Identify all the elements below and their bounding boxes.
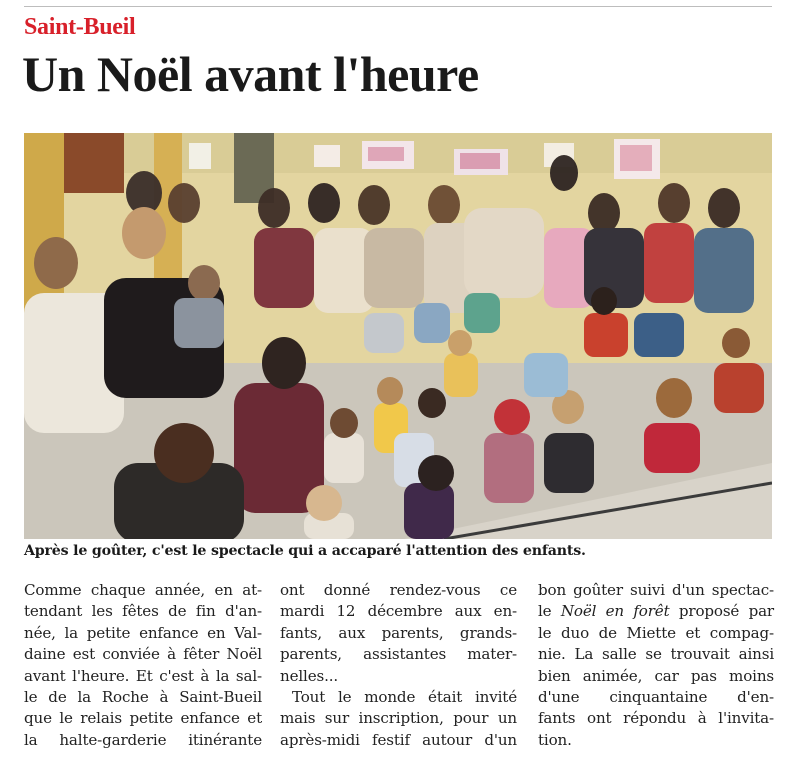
- show-title: Noël en forêt: [560, 602, 670, 621]
- section-kicker: Saint-Bueil: [24, 14, 136, 40]
- body-line: tion.: [538, 730, 572, 749]
- body-line: mais sur inscription, pour un: [280, 709, 517, 728]
- body-column-2: [280, 580, 517, 751]
- body-column-3: [538, 580, 774, 751]
- body-line: bon goûter suivi d'un spectac-: [538, 581, 774, 599]
- body-text: le: [538, 602, 561, 621]
- body-line: mardi 12 décembre aux en-: [280, 602, 517, 621]
- body-line: le de la Roche à Saint-Bueil: [24, 688, 262, 707]
- article-photo: [24, 133, 772, 539]
- body-line: daine est conviée à fêter Noël: [24, 645, 262, 664]
- body-line: nie. La salle se trouvait ainsi: [538, 645, 774, 664]
- body-line: parents, assistantes mater-: [280, 645, 517, 664]
- body-line-with-show-title: [538, 601, 774, 622]
- body-line: Tout le monde était invité: [292, 688, 517, 707]
- body-line: la halte-garderie itinérante: [24, 730, 262, 749]
- body-line: le duo de Miette et compag-: [538, 623, 774, 642]
- body-line: fants, aux parents, grands-: [280, 623, 517, 642]
- body-line: ont donné rendez-vous ce: [280, 581, 517, 599]
- body-line: que le relais petite enfance et: [24, 709, 262, 728]
- body-text: proposé par: [669, 602, 774, 621]
- body-line: bien animée, car pas moins: [538, 666, 774, 685]
- body-line: nelles...: [280, 666, 339, 685]
- body-line: née, la petite enfance en Val-: [24, 623, 262, 642]
- photo-caption: Après le goûter, c'est le spectacle qui a accaparé l'attention des enfants.: [24, 543, 586, 559]
- body-column-1: [24, 580, 262, 751]
- top-rule: [24, 6, 772, 7]
- body-line: fants ont répondu à l'invita-: [538, 709, 774, 728]
- body-line: avant l'heure. Et c'est à la sal-: [24, 666, 262, 685]
- body-line: après-midi festif autour d'un: [280, 730, 517, 749]
- article-headline: Un Noël avant l'heure: [22, 46, 479, 102]
- body-line: tendant les fêtes de fin d'an-: [24, 602, 262, 621]
- body-line: Comme chaque année, en at-: [24, 581, 262, 599]
- body-line: d'une cinquantaine d'en-: [538, 688, 774, 707]
